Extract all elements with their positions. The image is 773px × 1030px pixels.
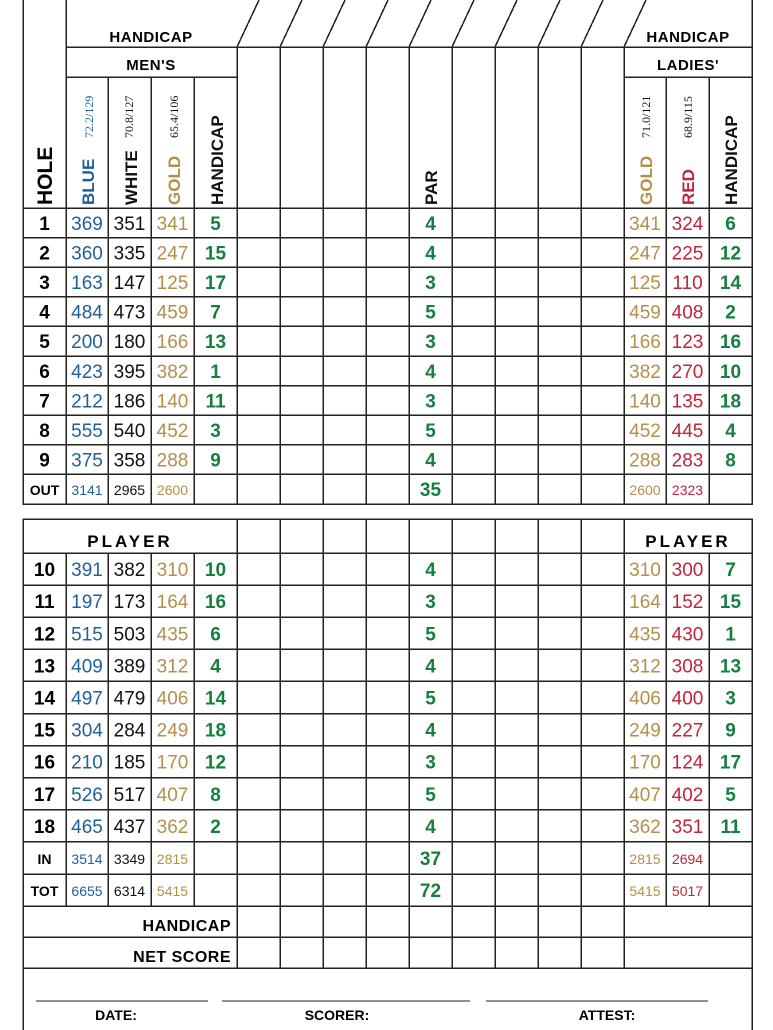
front-nine-rows bbox=[30, 214, 742, 501]
gold-yardage: 164 bbox=[156, 592, 189, 614]
header-diagonals bbox=[237, 0, 646, 47]
ladies-red-yardage: 408 bbox=[671, 302, 704, 324]
in_row-blue: 3514 bbox=[71, 850, 103, 867]
men-handicap-label: HANDICAP bbox=[208, 115, 227, 205]
out-label: OUT bbox=[29, 482, 60, 499]
men-handicap: 4 bbox=[210, 656, 221, 678]
ladies-gold-yardage: 435 bbox=[629, 624, 661, 646]
tee-blue-name: BLUE bbox=[79, 158, 98, 205]
gold-yardage: 407 bbox=[156, 784, 189, 806]
hole-number: 6 bbox=[39, 361, 50, 383]
white-yardage: 382 bbox=[113, 560, 146, 582]
ladies-red-yardage: 300 bbox=[671, 560, 704, 582]
hole-label: HOLE bbox=[34, 146, 57, 205]
ladies-handicap-label: HANDICAP bbox=[722, 115, 741, 205]
men-handicap: 13 bbox=[204, 332, 227, 354]
gold-yardage: 249 bbox=[156, 720, 189, 742]
attest-label: ATTEST: bbox=[578, 1007, 636, 1023]
ladies-handicap: 15 bbox=[719, 592, 742, 614]
men-handicap: 6 bbox=[210, 624, 221, 646]
par-value: 5 bbox=[425, 421, 436, 442]
white-yardage: 180 bbox=[113, 332, 146, 354]
header-diagonal bbox=[495, 0, 517, 47]
ladies-red-yardage: 400 bbox=[671, 688, 704, 710]
player-label-right: PLAYER bbox=[645, 532, 731, 551]
white-yardage: 503 bbox=[113, 624, 146, 646]
blue-yardage: 391 bbox=[71, 560, 103, 582]
men-handicap: 15 bbox=[204, 243, 227, 265]
tot_row-par: 72 bbox=[419, 881, 442, 903]
hole-number: 2 bbox=[39, 243, 50, 265]
mens-title: MEN'S bbox=[126, 57, 176, 74]
gold-yardage: 288 bbox=[156, 450, 189, 472]
par-value: 5 bbox=[425, 784, 436, 806]
net-score-label: NET SCORE bbox=[133, 949, 231, 966]
white-yardage: 517 bbox=[113, 784, 146, 806]
tot_row-gold: 5415 bbox=[156, 883, 189, 900]
white-yardage: 479 bbox=[113, 688, 146, 710]
header-diagonal bbox=[323, 0, 345, 47]
par-value: 5 bbox=[425, 688, 436, 710]
ladies-gold-yardage: 452 bbox=[629, 421, 661, 442]
blue-yardage: 210 bbox=[71, 752, 103, 774]
back-nine-rows bbox=[31, 560, 742, 902]
ladies-handicap: 13 bbox=[719, 656, 742, 678]
ladies-handicap: 9 bbox=[725, 720, 736, 742]
blue-yardage: 304 bbox=[71, 720, 103, 742]
white-yardage: 335 bbox=[113, 243, 146, 265]
blue-yardage: 555 bbox=[71, 421, 103, 442]
ladies-gold-yardage: 170 bbox=[629, 752, 661, 774]
par-value: 4 bbox=[425, 361, 436, 383]
hole-number: 3 bbox=[39, 273, 50, 294]
men-handicap: 16 bbox=[204, 592, 227, 614]
par-value: 4 bbox=[425, 816, 436, 838]
in_row-ladies-gold: 2815 bbox=[629, 850, 661, 867]
ladies-red-yardage: 402 bbox=[671, 784, 704, 806]
ladies-red-yardage: 225 bbox=[671, 243, 704, 265]
ladies-gold-yardage: 166 bbox=[629, 332, 661, 354]
ladies-handicap: 7 bbox=[725, 560, 736, 582]
par-value: 3 bbox=[425, 752, 436, 774]
ladies-gold-yardage: 249 bbox=[629, 720, 661, 742]
par-value: 4 bbox=[425, 656, 436, 678]
ladies-gold-yardage: 310 bbox=[629, 560, 661, 582]
in_row-par: 37 bbox=[419, 848, 442, 870]
ladies-red-name: RED bbox=[679, 169, 698, 205]
ladies-gold-yardage: 312 bbox=[629, 656, 661, 678]
ladies-red-yardage: 308 bbox=[671, 656, 704, 678]
ladies-red-yardage: 227 bbox=[671, 720, 704, 742]
ladies-red-yardage: 283 bbox=[671, 450, 704, 472]
in_row-label: IN bbox=[37, 850, 52, 867]
ladies-handicap: 4 bbox=[725, 421, 736, 442]
ladies-gold-name: GOLD bbox=[637, 155, 656, 205]
hole-number: 16 bbox=[33, 752, 56, 774]
hole-number: 7 bbox=[39, 391, 50, 413]
header-diagonal bbox=[452, 0, 474, 47]
par-value: 4 bbox=[425, 243, 436, 265]
hole-number: 14 bbox=[33, 688, 56, 710]
scorer-label: SCORER: bbox=[304, 1007, 370, 1023]
par-value: 3 bbox=[425, 332, 436, 354]
date-label: DATE: bbox=[95, 1007, 137, 1023]
tot_row-label: TOT bbox=[30, 883, 59, 900]
gold-yardage: 310 bbox=[156, 560, 189, 582]
blue-yardage: 409 bbox=[71, 656, 103, 678]
header-diagonal bbox=[581, 0, 603, 47]
ladies-handicap: 18 bbox=[719, 391, 742, 413]
par-value: 4 bbox=[425, 720, 436, 742]
ladies-gold-yardage: 459 bbox=[629, 302, 661, 324]
hole-number: 13 bbox=[33, 656, 56, 678]
hole-number: 8 bbox=[39, 421, 50, 442]
blue-yardage: 515 bbox=[71, 624, 103, 646]
ladies-red-yardage: 445 bbox=[671, 421, 704, 442]
tot_row-ladies-red: 5017 bbox=[671, 883, 704, 900]
white-yardage: 284 bbox=[113, 720, 146, 742]
white-yardage: 351 bbox=[113, 213, 146, 235]
hole-number: 18 bbox=[33, 816, 56, 838]
gold-yardage: 247 bbox=[156, 243, 189, 265]
header-diagonal bbox=[366, 0, 388, 47]
white-yardage: 389 bbox=[113, 656, 146, 678]
blue-yardage: 497 bbox=[71, 688, 103, 710]
white-yardage: 395 bbox=[113, 361, 146, 383]
men-handicap: 14 bbox=[204, 688, 227, 710]
gold-yardage: 166 bbox=[156, 332, 189, 354]
tee-white-name: WHITE bbox=[122, 150, 141, 205]
tee-blue-rating: 72.2/129 bbox=[82, 95, 96, 138]
out-ladies-red: 2323 bbox=[671, 482, 704, 499]
white-yardage: 186 bbox=[113, 391, 146, 413]
blue-yardage: 526 bbox=[71, 784, 103, 806]
blue-yardage: 163 bbox=[71, 273, 103, 294]
hole-number: 11 bbox=[34, 592, 55, 614]
par-value: 4 bbox=[425, 560, 436, 582]
ladies-handicap: 1 bbox=[725, 624, 736, 646]
out-par: 35 bbox=[419, 480, 442, 502]
white-yardage: 358 bbox=[113, 450, 146, 472]
ladies-gold-yardage: 164 bbox=[629, 592, 661, 614]
header-diagonal bbox=[409, 0, 431, 47]
men-handicap: 9 bbox=[210, 450, 221, 472]
ladies-title: LADIES' bbox=[656, 57, 720, 74]
ladies-red-yardage: 110 bbox=[672, 273, 703, 294]
tee-gold-name: GOLD bbox=[165, 155, 184, 205]
blue-yardage: 212 bbox=[71, 391, 103, 413]
gold-yardage: 435 bbox=[156, 624, 189, 646]
gold-yardage: 382 bbox=[156, 361, 189, 383]
men-handicap: 11 bbox=[205, 391, 226, 413]
in_row-white: 3349 bbox=[113, 850, 146, 867]
ladies-handicap: 5 bbox=[725, 784, 736, 806]
out-gold: 2600 bbox=[156, 482, 189, 499]
player-label-left: PLAYER bbox=[87, 532, 173, 551]
par-value: 5 bbox=[425, 302, 436, 324]
men-handicap: 1 bbox=[210, 361, 221, 383]
tee-white-rating: 70.8/127 bbox=[122, 95, 136, 138]
in_row-gold: 2815 bbox=[156, 850, 189, 867]
men-handicap: 12 bbox=[204, 752, 227, 774]
in_row-ladies-red: 2694 bbox=[671, 850, 704, 867]
men-handicap: 3 bbox=[210, 421, 221, 442]
gold-yardage: 125 bbox=[156, 273, 189, 294]
header-diagonal bbox=[538, 0, 560, 47]
hole-number: 17 bbox=[33, 784, 56, 806]
ladies-handicap: 16 bbox=[719, 332, 742, 354]
ladies-red-yardage: 324 bbox=[671, 213, 704, 235]
gold-yardage: 406 bbox=[156, 688, 189, 710]
ladies-red-yardage: 135 bbox=[671, 391, 704, 413]
ladies-gold-yardage: 247 bbox=[629, 243, 661, 265]
par-value: 5 bbox=[425, 624, 436, 646]
tot_row-ladies-gold: 5415 bbox=[629, 883, 661, 900]
white-yardage: 437 bbox=[113, 816, 146, 838]
ladies-red-rating: 68.9/115 bbox=[681, 96, 695, 138]
ladies-gold-yardage: 140 bbox=[629, 391, 661, 413]
ladies-red-yardage: 270 bbox=[671, 361, 704, 383]
hole-number: 9 bbox=[39, 450, 50, 472]
ladies-gold-yardage: 362 bbox=[629, 816, 661, 838]
white-yardage: 540 bbox=[113, 421, 146, 442]
blue-yardage: 375 bbox=[71, 450, 103, 472]
gold-yardage: 452 bbox=[156, 421, 189, 442]
ladies-gold-yardage: 125 bbox=[629, 273, 661, 294]
men-handicap: 10 bbox=[204, 560, 227, 582]
ladies-gold-yardage: 341 bbox=[629, 213, 661, 235]
ladies-handicap: 14 bbox=[719, 273, 742, 294]
men-handicap: 7 bbox=[210, 302, 221, 324]
ladies-gold-yardage: 406 bbox=[629, 688, 661, 710]
tot_row-blue: 6655 bbox=[71, 883, 103, 900]
blue-yardage: 465 bbox=[71, 816, 103, 838]
tot_row-white: 6314 bbox=[113, 883, 146, 900]
out-ladies-gold: 2600 bbox=[629, 482, 661, 499]
white-yardage: 147 bbox=[113, 273, 146, 294]
gold-yardage: 170 bbox=[156, 752, 189, 774]
ladies-handicap: 2 bbox=[725, 302, 736, 324]
blue-yardage: 369 bbox=[71, 213, 103, 235]
men-handicap: 17 bbox=[204, 273, 227, 294]
white-yardage: 473 bbox=[113, 302, 146, 324]
blue-yardage: 484 bbox=[71, 302, 103, 324]
men-handicap: 18 bbox=[204, 720, 227, 742]
ladies-red-yardage: 123 bbox=[671, 332, 704, 354]
blue-yardage: 423 bbox=[71, 361, 103, 383]
hole-number: 15 bbox=[33, 720, 56, 742]
white-yardage: 185 bbox=[113, 752, 146, 774]
ladies-red-yardage: 124 bbox=[671, 752, 704, 774]
ladies-handicap: 3 bbox=[725, 688, 736, 710]
gold-yardage: 312 bbox=[156, 656, 189, 678]
ladies-red-yardage: 351 bbox=[671, 816, 704, 838]
mens-handicap-title: HANDICAP bbox=[109, 29, 193, 46]
ladies-handicap: 6 bbox=[725, 213, 736, 235]
par-value: 3 bbox=[425, 592, 436, 614]
gold-yardage: 362 bbox=[156, 816, 189, 838]
gold-yardage: 140 bbox=[156, 391, 189, 413]
blue-yardage: 360 bbox=[71, 243, 103, 265]
ladies-red-yardage: 152 bbox=[671, 592, 704, 614]
header-diagonal bbox=[624, 0, 646, 47]
hole-number: 1 bbox=[39, 213, 50, 235]
men-handicap: 8 bbox=[210, 784, 221, 806]
men-handicap: 5 bbox=[210, 213, 221, 235]
ladies-handicap-title: HANDICAP bbox=[646, 29, 730, 46]
out-blue: 3141 bbox=[71, 482, 103, 499]
blue-yardage: 200 bbox=[71, 332, 103, 354]
tee-gold-rating: 65.4/106 bbox=[167, 95, 181, 138]
gold-yardage: 341 bbox=[156, 213, 189, 235]
out-white: 2965 bbox=[113, 482, 146, 499]
ladies-gold-rating: 71.0/121 bbox=[639, 95, 653, 138]
ladies-gold-yardage: 288 bbox=[629, 450, 661, 472]
hole-number: 10 bbox=[33, 560, 56, 582]
ladies-handicap: 8 bbox=[725, 450, 736, 472]
white-yardage: 173 bbox=[113, 592, 146, 614]
hole-number: 4 bbox=[39, 302, 50, 324]
blue-yardage: 197 bbox=[71, 592, 103, 614]
par-value: 4 bbox=[425, 450, 436, 472]
ladies-gold-yardage: 407 bbox=[629, 784, 661, 806]
ladies-handicap: 12 bbox=[719, 243, 742, 265]
handicap-row-label: HANDICAP bbox=[142, 918, 231, 935]
hole-number: 12 bbox=[33, 624, 56, 646]
men-handicap: 2 bbox=[210, 816, 221, 838]
par-label: PAR bbox=[422, 170, 441, 205]
par-value: 3 bbox=[425, 391, 436, 413]
par-value: 3 bbox=[425, 273, 436, 294]
header-diagonal bbox=[280, 0, 302, 47]
hole-number: 5 bbox=[39, 332, 50, 354]
ladies-handicap: 10 bbox=[719, 361, 742, 383]
ladies-handicap: 11 bbox=[720, 816, 741, 838]
gold-yardage: 459 bbox=[156, 302, 189, 324]
ladies-handicap: 17 bbox=[719, 752, 742, 774]
ladies-gold-yardage: 382 bbox=[629, 361, 661, 383]
header-diagonal bbox=[237, 0, 259, 47]
par-value: 4 bbox=[425, 213, 436, 235]
ladies-red-yardage: 430 bbox=[671, 624, 704, 646]
